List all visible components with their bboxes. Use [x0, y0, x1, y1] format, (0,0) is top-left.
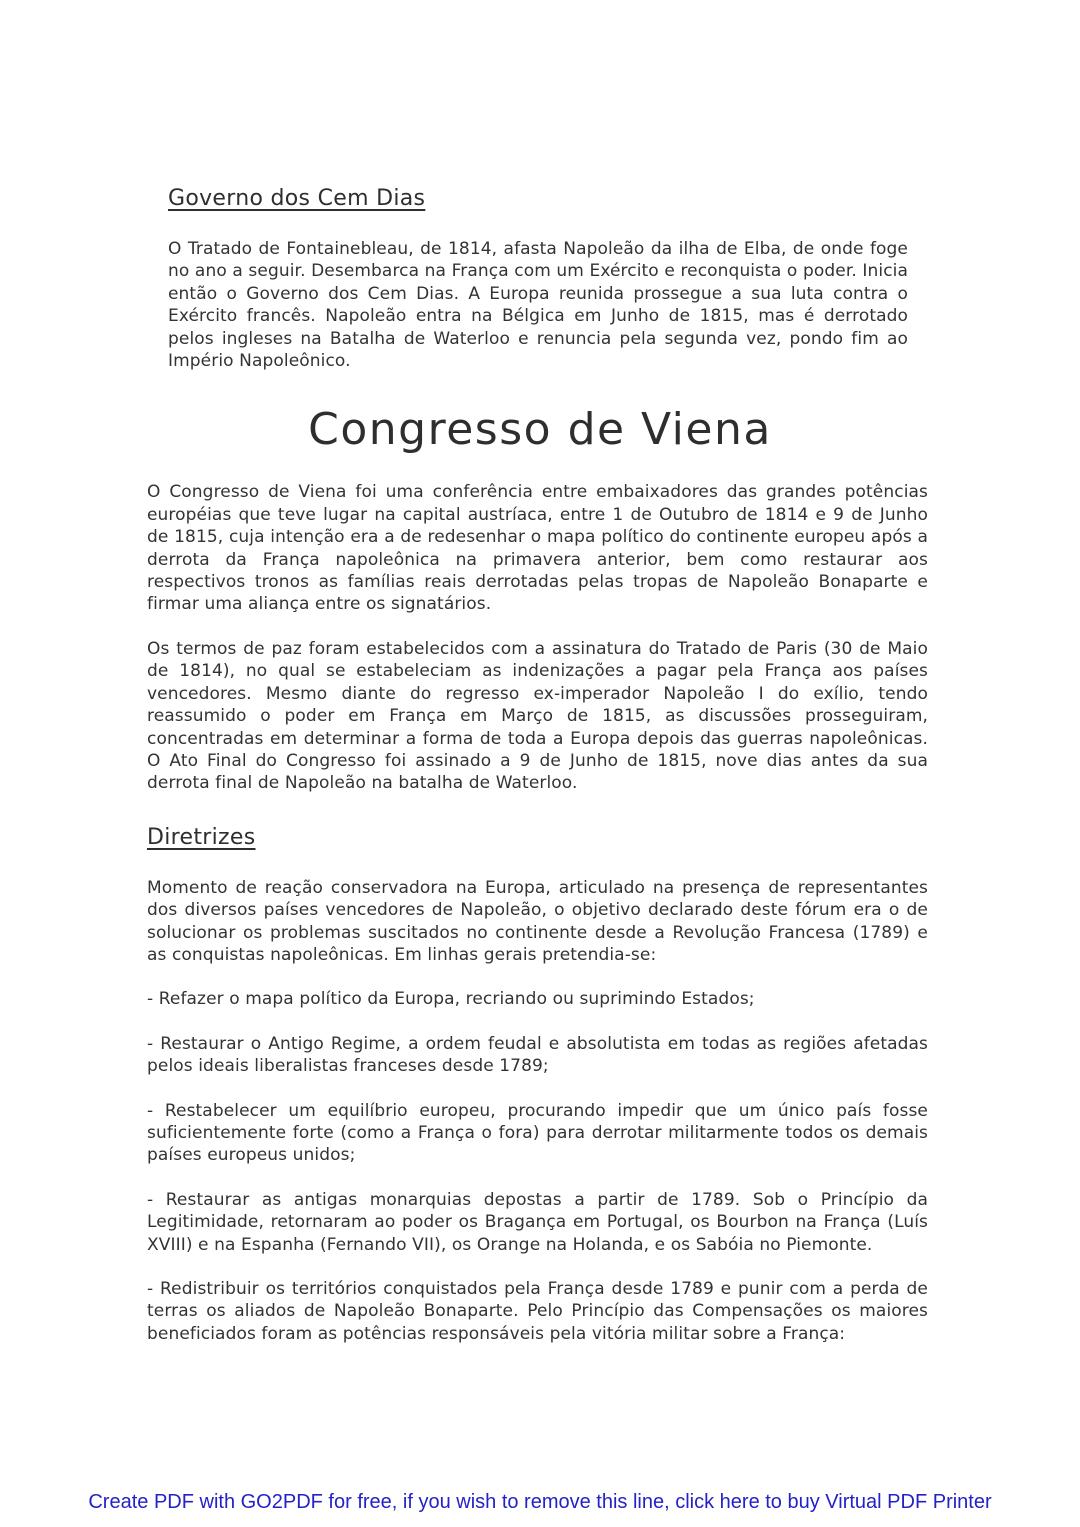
paragraph-diretrizes-intro: Momento de reação conservadora na Europa, articulado na presença de representantes dos diversos países vencedores de Napoleão, o objetivo declarado deste fórum era o de solucionar os problemas suscitados no continente desde a Revolução Francesa (1789) e as conquistas napoleônicas. Em linhas gerais pretendia-se: [147, 877, 928, 965]
document-title: Congresso de Viena [308, 404, 772, 456]
paragraph-governo-cem-dias: O Tratado de Fontainebleau, de 1814, afasta Napoleão da ilha de Elba, de onde foge no ano a seguir. Desembarca na França com um Exército e reconquista o poder. Inicia então o Governo dos Cem Dias. A Europa reunida prossegue a sua luta contra o Exército francês. Napoleão entra na Bélgica em Junho de 1815, mas é derrotado pelos ingleses na Batalha de Waterloo e renuncia pela segunda vez, pondo fim ao Império Napoleônico. [168, 239, 908, 372]
footer-watermark [0, 1491, 1080, 1514]
heading-diretrizes: Diretrizes [147, 824, 256, 850]
list-item-diretriz-restabelecer-equilibrio: - Restabelecer um equilíbrio europeu, procurando impedir que um único país fosse suficientemente forte (como a França o fora) para derrotar militarmente todos os demais países europeus unidos; [147, 1100, 928, 1166]
section-governo-cem-dias [168, 186, 908, 372]
heading-governo-dos-cem-dias: Governo dos Cem Dias [168, 186, 426, 211]
paragraph-congresso-intro: O Congresso de Viena foi uma conferência entre embaixadores das grandes potências européias que teve lugar na capital austríaca, entre 1 de Outubro de 1814 e 9 de Junho de 1815, cuja intenção era a de redesenhar o mapa político do continente europeu após a derrota da França napoleônica na primavera anterior, bem como restaurar aos respectivos tronos as famílias reais derrotadas pelas tropas de Napoleão Bonaparte e firmar uma aliança entre os signatários. [147, 482, 928, 615]
section-congresso-de-viena [147, 481, 928, 1345]
list-item-diretriz-restaurar-monarquias: - Restaurar as antigas monarquias depostas a partir de 1789. Sob o Princípio da Legitimidade, retornaram ao poder os Bragança em Portugal, os Bourbon na França (Luís XVIII) e na Espanha (Fernando VII), os Orange na Holanda, e os Sabóia no Piemonte. [147, 1189, 928, 1255]
list-item-diretriz-refazer-mapa: - Refazer o mapa político da Europa, recriando ou suprimindo Estados; [147, 989, 755, 1010]
list-item-diretriz-redistribuir-territorios: - Redistribuir os territórios conquistados pela França desde 1789 e punir com a perda de terras os aliados de Napoleão Bonaparte. Pelo Princípio das Compensações os maiores beneficiados foram as potências responsáveis pela vitória militar sobre a França: [147, 1279, 928, 1344]
list-item-diretriz-restaurar-antigo-regime: - Restaurar o Antigo Regime, a ordem feudal e absolutista em todas as regiões afetadas pelos ideais liberalistas franceses desde 1789; [147, 1033, 928, 1077]
paragraph-termos-de-paz: Os termos de paz foram estabelecidos com a assinatura do Tratado de Paris (30 de Maio de 1814), no qual se estabeleciam as indenizações a pagar pela França aos países vencedores. Mesmo diante do regresso ex-imperador Napoleão I do exílio, tendo reassumido o poder em França em Março de 1815, as discussões prosseguiram, concentradas em determinar a forma de toda a Europa depois das guerras napoleônicas. O Ato Final do Congresso foi assinado a 9 de Junho de 1815, nove dias antes da sua derrota final de Napoleão na batalha de Waterloo. [147, 638, 928, 794]
go2pdf-watermark-link[interactable]: Create PDF with GO2PDF for free, if you wish to remove this line, click here to buy Virtual PDF Printer [88, 1491, 992, 1513]
